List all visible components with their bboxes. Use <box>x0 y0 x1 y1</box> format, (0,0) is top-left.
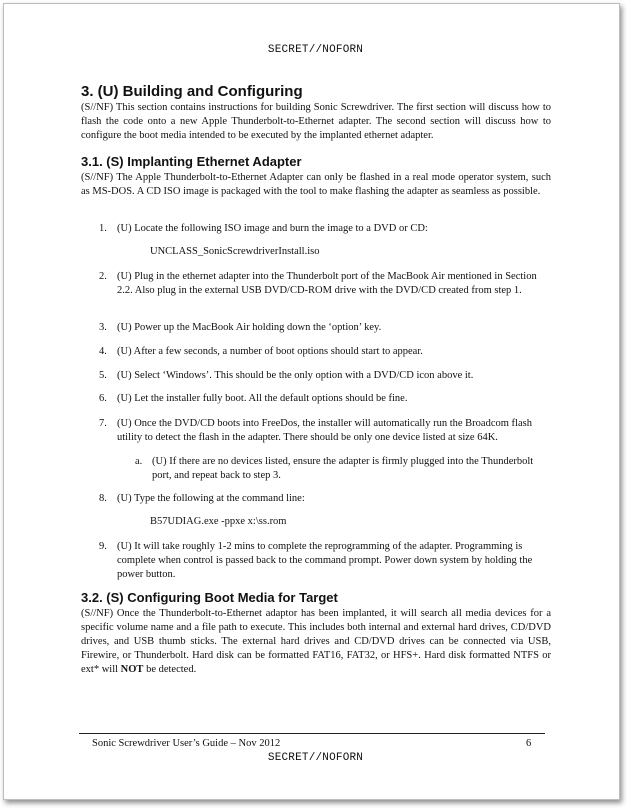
step-number: 8. <box>99 493 107 504</box>
intro-text-end: be detected. <box>143 664 197 675</box>
step-7-substep-a <box>0 455 631 483</box>
page-number: 6 <box>526 738 532 749</box>
section-3-2-heading: 3.2. (S) Configuring Boot Media for Target <box>81 590 338 605</box>
section-3-heading: 3. (U) Building and Configuring <box>81 83 303 100</box>
iso-filename: UNCLASS_SonicScrewdriverInstall.iso <box>150 246 320 257</box>
classification-footer: SECRET//NOFORN <box>267 752 364 764</box>
step-text: (U) Select ‘Windows’. This should be the only option with a DVD/CD icon above it. <box>117 370 474 381</box>
intro-emphasis: NOT <box>120 664 144 675</box>
section-3-1-intro: (S//NF) The Apple Thunderbolt-to-Ethernet Adapter can only be flashed in a real mode operator system, such as MS-DOS. A CD ISO image is packaged with the tool to make flashing the adapter as seamless as possible. <box>81 172 551 197</box>
step-5 <box>0 369 631 383</box>
step-number: 2. <box>99 271 107 282</box>
step-text: (U) Plug in the ethernet adapter into the Thunderbolt port of the MacBook Air mentioned in Section 2.2. Also plug in the external USB DVD/CD-ROM drive with the DVD/CD created from step 1. <box>117 271 537 296</box>
step-number: 3. <box>99 322 107 333</box>
step-text: (U) Once the DVD/CD boots into FreeDos, the installer will automatically run the Broadcom flash utility to detect the flash in the adapter. There should be only one device listed at size 64K. <box>117 418 532 443</box>
intro-text: (S//NF) Once the Thunderbolt-to-Ethernet adaptor has been implanted, it will search all media devices for a specific volume name and a file path to execute. This includes both internal and external hard drives, CD/DVD drives, and USB thumb sticks. The external hard drives and CD/DVD drives can be connected via USB, Firewire, or Thunderbolt. Hard disk can be formatted FAT16, FAT32, or HFS+. Hard disk formatted NTFS or ext* will <box>81 608 551 675</box>
step-text: (U) It will take roughly 1-2 mins to complete the reprogramming of the adapter. Programming is complete when control is passed back to the command prompt. Power down system by holding the power button. <box>117 541 533 580</box>
command-line: B57UDIAG.exe -ppxe x:\ss.rom <box>150 516 287 527</box>
step-text: (U) Power up the MacBook Air holding down the ‘option’ key. <box>117 322 382 333</box>
step-text: (U) Type the following at the command line: <box>117 493 305 504</box>
step-9 <box>0 540 631 582</box>
step-text: (U) Locate the following ISO image and burn the image to a DVD or CD: <box>117 223 428 234</box>
section-3-2-intro <box>81 607 551 677</box>
substep-letter: a. <box>135 456 143 467</box>
step-6 <box>0 392 631 406</box>
step-number: 1. <box>99 223 107 234</box>
classification-header: SECRET//NOFORN <box>267 44 364 56</box>
substep-text: (U) If there are no devices listed, ensure the adapter is firmly plugged into the Thunderbolt port, and repeat back to step 3. <box>152 456 534 481</box>
step-1 <box>0 222 631 236</box>
step-number: 5. <box>99 370 107 381</box>
step-number: 9. <box>99 541 107 552</box>
step-7 <box>0 417 631 445</box>
step-3 <box>0 321 631 335</box>
section-3-1-heading: 3.1. (S) Implanting Ethernet Adapter <box>81 154 302 169</box>
step-text: (U) Let the installer fully boot. All the default options should be fine. <box>117 393 408 404</box>
footer-divider <box>79 733 545 734</box>
step-number: 6. <box>99 393 107 404</box>
step-2 <box>0 270 631 312</box>
step-text: (U) After a few seconds, a number of boot options should start to appear. <box>117 346 423 357</box>
step-number: 4. <box>99 346 107 357</box>
section-3-intro: (S//NF) This section contains instructions for building Sonic Screwdriver. The first section will discuss how to flash the code onto a new Apple Thunderbolt-to-Ethernet adapter. The second section will discuss how to configure the boot media intended to be executed by the implanted ethernet adapter. <box>81 102 551 141</box>
footer-title: Sonic Screwdriver User’s Guide – Nov 2012 <box>92 738 281 749</box>
step-8 <box>0 492 631 506</box>
step-number: 7. <box>99 418 107 429</box>
step-4 <box>0 345 631 359</box>
